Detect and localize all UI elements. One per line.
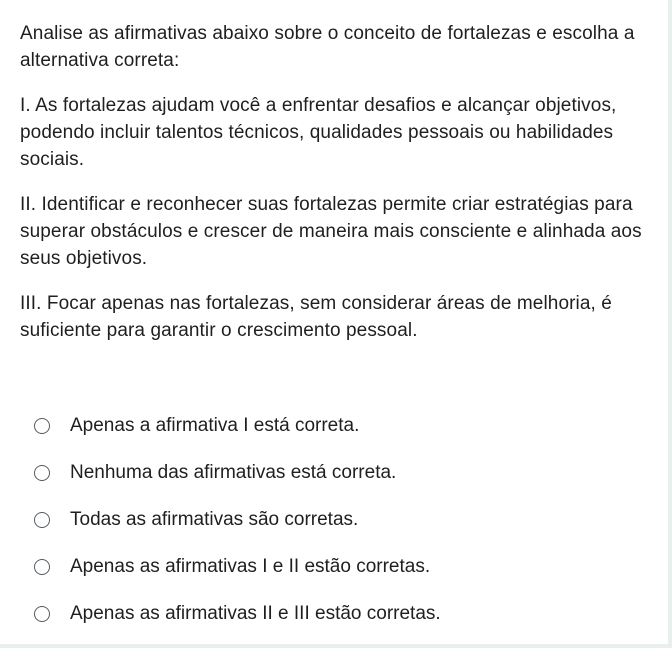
- radio-button-icon[interactable]: [34, 606, 50, 622]
- answer-options: [34, 402, 634, 637]
- option-label: Todas as afirmativas são corretas.: [70, 509, 359, 530]
- option-5[interactable]: [34, 590, 634, 637]
- option-label: Apenas a afirmativa I está correta.: [70, 415, 360, 436]
- option-4[interactable]: [34, 543, 634, 590]
- radio-button-icon[interactable]: [34, 418, 50, 434]
- radio-button-icon[interactable]: [34, 465, 50, 481]
- question-text: [20, 20, 660, 362]
- question-intro: Analise as afirmativas abaixo sobre o conceito de fortalezas e escolha a alternativa correta:: [20, 23, 635, 71]
- statement-1: I. As fortalezas ajudam você a enfrentar desafios e alcançar objetivos, podendo incluir talentos técnicos, qualidades pessoais ou habilidades sociais.: [20, 95, 617, 170]
- radio-button-icon[interactable]: [34, 559, 50, 575]
- option-label: Apenas as afirmativas II e III estão corretas.: [70, 603, 441, 624]
- option-label: Apenas as afirmativas I e II estão corretas.: [70, 556, 431, 577]
- statement-3: III. Focar apenas nas fortalezas, sem considerar áreas de melhoria, é suficiente para garantir o crescimento pessoal.: [20, 293, 612, 341]
- option-label: Nenhuma das afirmativas está correta.: [70, 462, 397, 483]
- option-2[interactable]: [34, 449, 634, 496]
- option-3[interactable]: [34, 496, 634, 543]
- option-1[interactable]: [34, 402, 634, 449]
- radio-button-icon[interactable]: [34, 512, 50, 528]
- statement-2: II. Identificar e reconhecer suas fortalezas permite criar estratégias para superar obstáculos e crescer de maneira mais consciente e alinhada aos seus objetivos.: [20, 194, 642, 269]
